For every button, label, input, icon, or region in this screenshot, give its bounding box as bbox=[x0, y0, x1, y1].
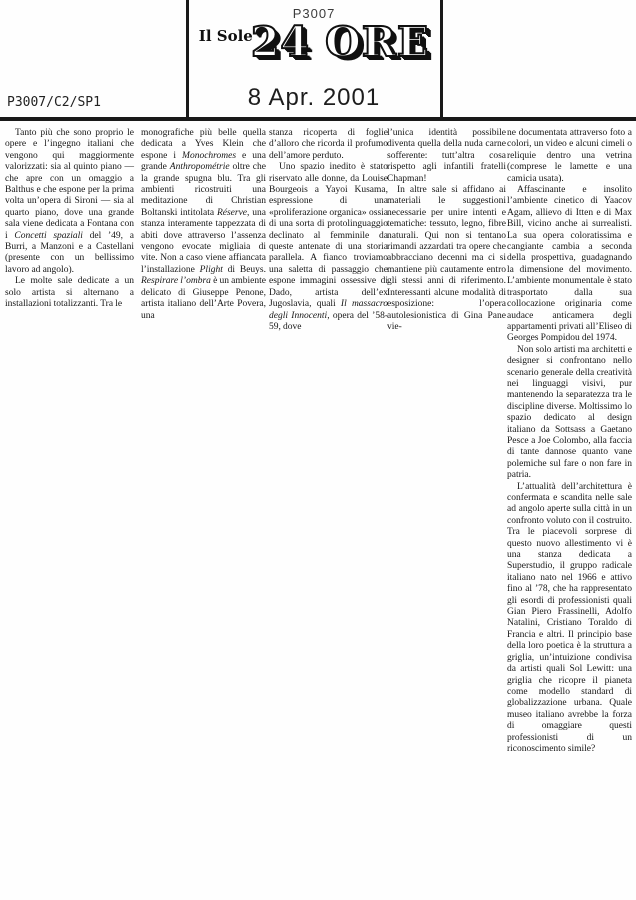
masthead-prefix: Il Sole bbox=[198, 27, 253, 45]
paragraph-text: ne documentata attraverso foto a colori, un video e alcuni cimeli o reliquie dentro una vetrina (comprese le lamette e una camicia usata). bbox=[507, 128, 632, 184]
press-code-top: P3007 bbox=[292, 6, 336, 21]
article-paragraph bbox=[507, 482, 632, 756]
paragraph-text: Uno spazio inedito è stato riservato alle donne, da Louise Bourgeois a Yayoi Kusama, espressione di una «proliferazione organica» ossia di una sorta di protolinguaggio declinato al femminile da queste antenate di una storia parallela. A fianco troviamo una saletta di passaggio che espone immagini ossessive di Dado, artista dell’ex Jugoslavia, quali bbox=[269, 162, 388, 310]
artwork-title: Il massacro degli Innocenti bbox=[269, 299, 389, 321]
artwork-title: Monochromes bbox=[182, 150, 237, 161]
paragraph-text: , una stanza interamente tappezzata di abiti dove attraverso l’assenza vengono evocate migliaia di vite. Non a caso viene affiancata l’installazione bbox=[141, 207, 266, 275]
paragraph-text: monografiche più belle quella dedicata a Yves Klein che espone i bbox=[141, 128, 266, 161]
paragraph-text: del ’49, a Burri, a Manzoni e a Castellani (presente con un bellissimo lavoro ad angolo). bbox=[5, 230, 134, 275]
article-paragraph bbox=[507, 185, 632, 345]
paragraph-text: Non solo artisti ma architetti e designer si confrontano nello scenario generale della creatività nei linguaggi visivi, pur mantenendo la separatezza tra le discipline diverse. Moltissimo lo spazio dedicato al design italiano da Sottsass a Gaetano Pesce a Joe Colombo, alla faccia di tante dannose quanto vane polemiche sul fare o non fare in patria. bbox=[507, 344, 632, 481]
artwork-title: Réserve bbox=[216, 207, 248, 218]
article-column-3 bbox=[269, 128, 388, 333]
paragraph-text: è un ambiente delicato di Giuseppe Penone, artista italiano dell’Arte Povera, una bbox=[141, 276, 267, 321]
artwork-title: Concetti spaziali bbox=[14, 230, 83, 241]
paragraph-text: di Beuys. bbox=[222, 264, 266, 275]
article-paragraph bbox=[507, 345, 632, 482]
article-paragraph bbox=[387, 185, 506, 333]
article-column-5 bbox=[507, 128, 632, 755]
masthead-title: 24 ORE bbox=[250, 18, 430, 66]
issue-date: 8 Apr. 2001 bbox=[247, 84, 381, 111]
clipping-code: P3007/C2/SP1 bbox=[7, 95, 101, 110]
paragraph-text: Affascinante e insolito l’ambiente cinetico di Yaacov Agam, allievo di Itten e di Max Bill, vicino anche ai surrealisti. La sua opera coloratissima e cangiante cambia a seconda della prospettiva, guadagnando la dimensione del movimento. L’ambiente monumentale è stato trasportato dalla sua collocazione originaria come audace anticamera degli appartamenti privati all’Eliseo di Georges Pompidou del 1974. bbox=[507, 185, 632, 344]
artwork-title: Anthropométrie bbox=[169, 162, 230, 173]
paragraph-text: e una grande bbox=[141, 150, 266, 173]
article-paragraph bbox=[141, 128, 266, 322]
paragraph-text: In altre sale si affidano ai materiali le suggestioni necessarie per unire intenti e tematiche: tessuto, legno, fibre naturali. Qui non si tentano rimandi azzardati tra opere che abbracciano decenni ma ci si mantiene più cautamente entro gli stessi anni di riferimento. Interessanti alcune modalità di esposizione: l’opera autolesionistica di Gina Pane vie- bbox=[387, 185, 506, 332]
article-paragraph bbox=[387, 128, 506, 185]
paragraph-text: Tanto più che sono proprio le opere e l’ingegno italiani che vengono qui maggiormente valorizzati: sia al quinto piano — che apre con un omaggio a Balthus e che espone per la prima volta un’opera di Sironi — sia al quarto piano, dove una grande sala viene dedicata a Fontana con i bbox=[5, 128, 134, 241]
paragraph-text: Le molte sale dedicate a un solo artista si alternano a installazioni totalizzanti. Tra le bbox=[5, 276, 134, 310]
header-bottom-rule bbox=[0, 117, 636, 121]
paragraph-text: , opera del ’58-59, dove bbox=[269, 310, 389, 332]
artwork-title: Plight bbox=[199, 264, 223, 275]
article-paragraph bbox=[5, 128, 134, 276]
paragraph-text: l’unica identità possibile diventa quella della nuda carne sofferente: tutt’altra cosa rispetto agli infantili fratelli Chapman! bbox=[387, 128, 506, 184]
article-column-2 bbox=[141, 128, 266, 322]
article-paragraph bbox=[5, 276, 134, 310]
article-paragraph bbox=[269, 128, 388, 162]
paragraph-text: oltre che la grande spugna blu. Tra gli ambienti ricostruiti una meditazione di Christian Boltanski intitolata bbox=[141, 162, 266, 218]
paragraph-text: stanza ricoperta di foglie d’alloro che ricorda il profumo dell’amore perduto. bbox=[269, 128, 388, 161]
artwork-title: Respirare l’ombra bbox=[141, 276, 211, 287]
article-column-1 bbox=[5, 128, 134, 311]
article-paragraph bbox=[269, 162, 388, 333]
paragraph-text: L’attualità dell’architettura è confermata e scandita nelle sale ad angolo aperte sulla città in un confronto voluto con il costruito. Tra le piacevoli sorprese di questo nuovo allestimento vi è una stanza dedicata a Superstudio, il gruppo radicale italiano nato nel 1966 e attivo fino al ’78, che ha rappresentato gli esordi di professionisti quali Gian Piero Frassinelli, Adolfo Natalini, Cristiano Toraldo di Francia e altri. Il principio base della loro poetica è la struttura a griglia, un’intuizione condivisa da artisti quali Sol Lewitt: una griglia che ricopre il pianeta come modello standard di globalizzazione urbana. Quale museo italiano avrebbe la forza di omaggiare questi professionisti di un riconoscimento simile? bbox=[507, 481, 632, 754]
article-paragraph bbox=[507, 128, 632, 185]
masthead-logo bbox=[187, 18, 441, 66]
article-column-4 bbox=[387, 128, 506, 333]
